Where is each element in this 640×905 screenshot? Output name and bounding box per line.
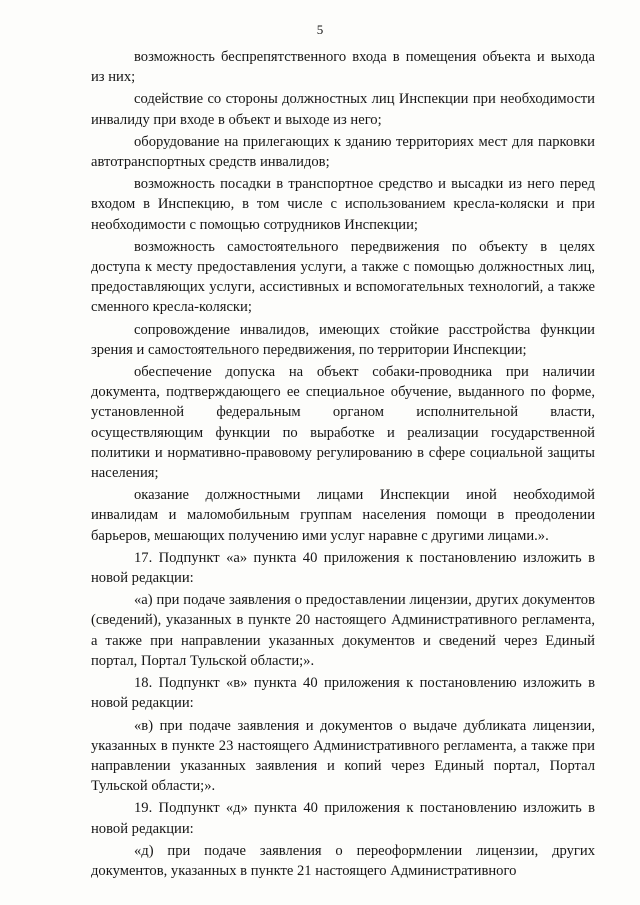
paragraph-item-17: 17. Подпункт «а» пункта 40 приложения к постановлению изложить в новой редакции: <box>91 549 595 587</box>
paragraph-staff-assistance: содействие со стороны должностных лиц Инспекции при необходимости инвалиду при входе в объект и выходе из него; <box>91 91 595 128</box>
paragraph-item-18-text: «в) при подаче заявления и документов о выдаче дубликата лицензии, указанных в пункте 23 настоящего Административного регламента, а также при направлении указанных заявления и копий через Единый портал, Портал Тульской области;». <box>91 717 595 795</box>
paragraph-escort-visually-impaired: сопровождение инвалидов, имеющих стойкие расстройства функции зрения и самостоятельного передвижения, по территории Инспекции; <box>91 321 595 358</box>
page-number: 5 <box>316 22 324 37</box>
paragraph-item-17-text: «а) при подаче заявления о предоставлении лицензии, других документов (сведений), указанных в пункте 20 настоящего Административного регламента, а также при направлении указанных документов и сведений через Единый портал, Портал Тульской области;». <box>91 592 595 669</box>
paragraph-vehicle-boarding: возможность посадки в транспортное средство и высадки из него перед входом в Инспекцию, в том числе с использованием кресла-коляски и при необходимости с помощью сотрудников Инспекции; <box>91 176 595 233</box>
paragraph-item-19-text: «д) при подаче заявления о переоформлении лицензии, других документов, указанных в пункте 21 настоящего Административного <box>91 842 595 879</box>
paragraph-parking-spaces: оборудование на прилегающих к зданию территориях мест для парковки автотранспортных средств инвалидов; <box>91 133 595 171</box>
paragraph-independent-movement: возможность самостоятельного передвижения по объекту в целях доступа к месту предоставления услуги, а также с помощью должностных лиц, предоставляющих услуги, ассистивных и вспомогательных технологий, а также сменного кресла-коляски; <box>91 238 595 316</box>
paragraph-item-18: 18. Подпункт «в» пункта 40 приложения к постановлению изложить в новой редакции: <box>91 675 595 712</box>
paragraph-item-19: 19. Подпункт «д» пункта 40 приложения к постановлению изложить в новой редакции: <box>91 800 595 837</box>
document-body <box>91 47 595 883</box>
paragraph-guide-dog-admission: обеспечение допуска на объект собаки-проводника при наличии документа, подтверждающего ее специальное обучение, выданного по форме, установленной федеральным органом исполнительной власти, осуществляющим функции по выработке и реализации государственной политики и нормативно-правовому регулированию в сфере социальной защиты населения; <box>91 364 595 482</box>
paragraph-accessible-entry: возможность беспрепятственного входа в помещения объекта и выхода из них; <box>91 49 595 86</box>
paragraph-other-assistance: оказание должностными лицами Инспекции иной необходимой инвалидам и маломобильным группам населения помощи в преодолении барьеров, мешающих получению ими услуг наравне с другими лицами.». <box>91 487 595 544</box>
